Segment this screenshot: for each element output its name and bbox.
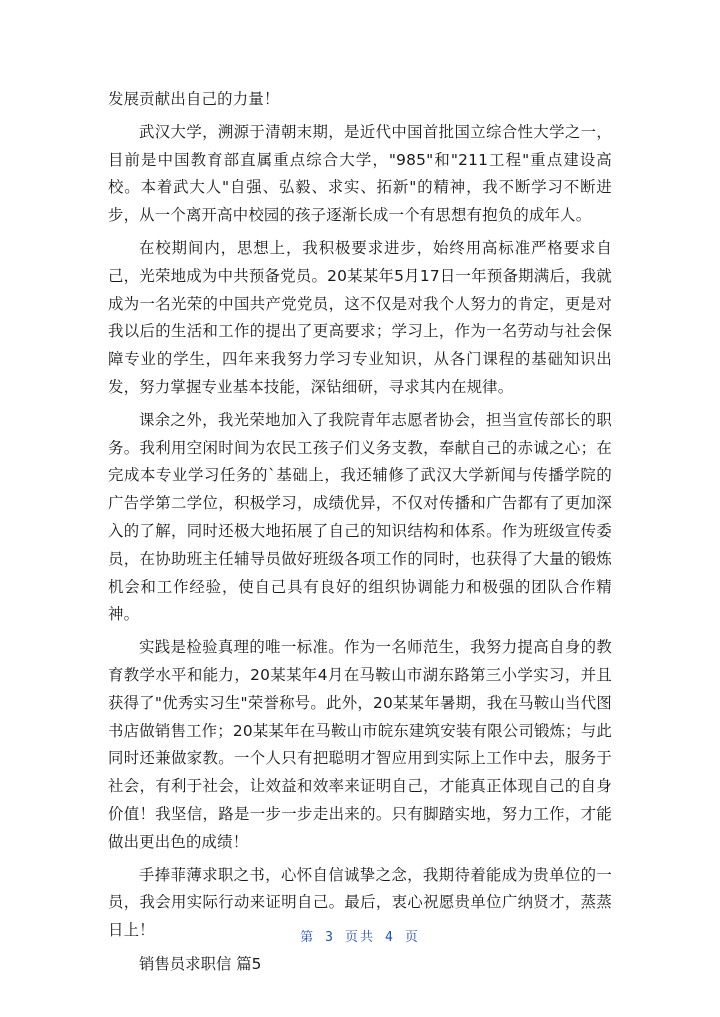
- current-page-number: 3: [325, 930, 335, 945]
- document-body: [108, 86, 612, 979]
- page-footer: [0, 926, 720, 945]
- paragraph-closing: 手捧菲薄求职之书，心怀自信诚挚之念，我期待着能成为贵单位的一员，我会用实际行动来证明自己。最后，衷心祝愿贵单位广纳贤才，蒸蒸日上！: [108, 865, 612, 940]
- paragraph-continuation: 发展贡献出自己的力量！: [108, 90, 280, 108]
- total-pages-number: 4: [385, 930, 395, 945]
- paragraph-wuhan-university: 武汉大学，溯源于清朝末期，是近代中国首批国立综合性大学之一，目前是中国教育部直属重点综合大学，"985"和"211工程"重点建设高校。本着武大人"自强、弘毅、求实、拓新"的精神，我不断学习不断进步，从一个离开高中校园的孩子逐渐长成一个有思想有抱负的成年人。: [108, 122, 612, 225]
- page-label-prefix: 第: [300, 930, 316, 945]
- paragraph-extracurricular: 课余之外，我光荣地加入了我院青年志愿者协会，担当宣传部长的职务。我利用空闲时间为农民工孩子们义务支教，奉献自己的赤诚之心；在完成本专业学习任务的`基础上，我还辅修了武汉大学新闻与传播学院的广告学第二学位，积极学习，成绩优异，不仅对传播和广告都有了更加深入的了解，同时还极大地拓展了自己的知识结构和体系。作为班级宣传委员，在协助班主任辅导员做好班级各项工作的同时，也获得了大量的锻炼机会和工作经验，使自己具有良好的组织协调能力和极强的团队合作精神。: [108, 410, 612, 624]
- page-label-middle: 页共: [344, 930, 375, 945]
- paragraph-school-period: 在校期间内，思想上，我积极要求进步，始终用高标准严格要求自己，光荣地成为中共预备党员。20某某年5月17日一年预备期满后，我就成为一名光荣的中国共产党党员，这不仅是对我个人努力的肯定，更是对我以后的生活和工作的提出了更高要求；学习上，作为一名劳动与社会保障专业的学生，四年来我努力学习专业知识，从各门课程的基础知识出发，努力掌握专业基本技能，深钻细研，寻求其内在规律。: [108, 238, 612, 396]
- paragraph-practice: 实践是检验真理的唯一标准。作为一名师范生，我努力提高自身的教育教学水平和能力，20某某年4月在马鞍山市湖东路第三小学实习，并且获得了"优秀实习生"荣誉称号。此外，20某某年暑期，我在马鞍山当代图书店做销售工作；20某某年在马鞍山市皖东建筑安装有限公司锻炼；与此同时还兼做家教。一个人只有把聪明才智应用到实际上工作中去，服务于社会，有利于社会，让效益和效率来证明自己，才能真正体现自己的自身价值！我坚信，路是一步一步走出来的。只有脚踏实地，努力工作，才能做出更出色的成绩！: [108, 638, 612, 851]
- section-heading: 销售员求职信 篇5: [139, 954, 262, 973]
- page-label-suffix: 页: [404, 930, 420, 945]
